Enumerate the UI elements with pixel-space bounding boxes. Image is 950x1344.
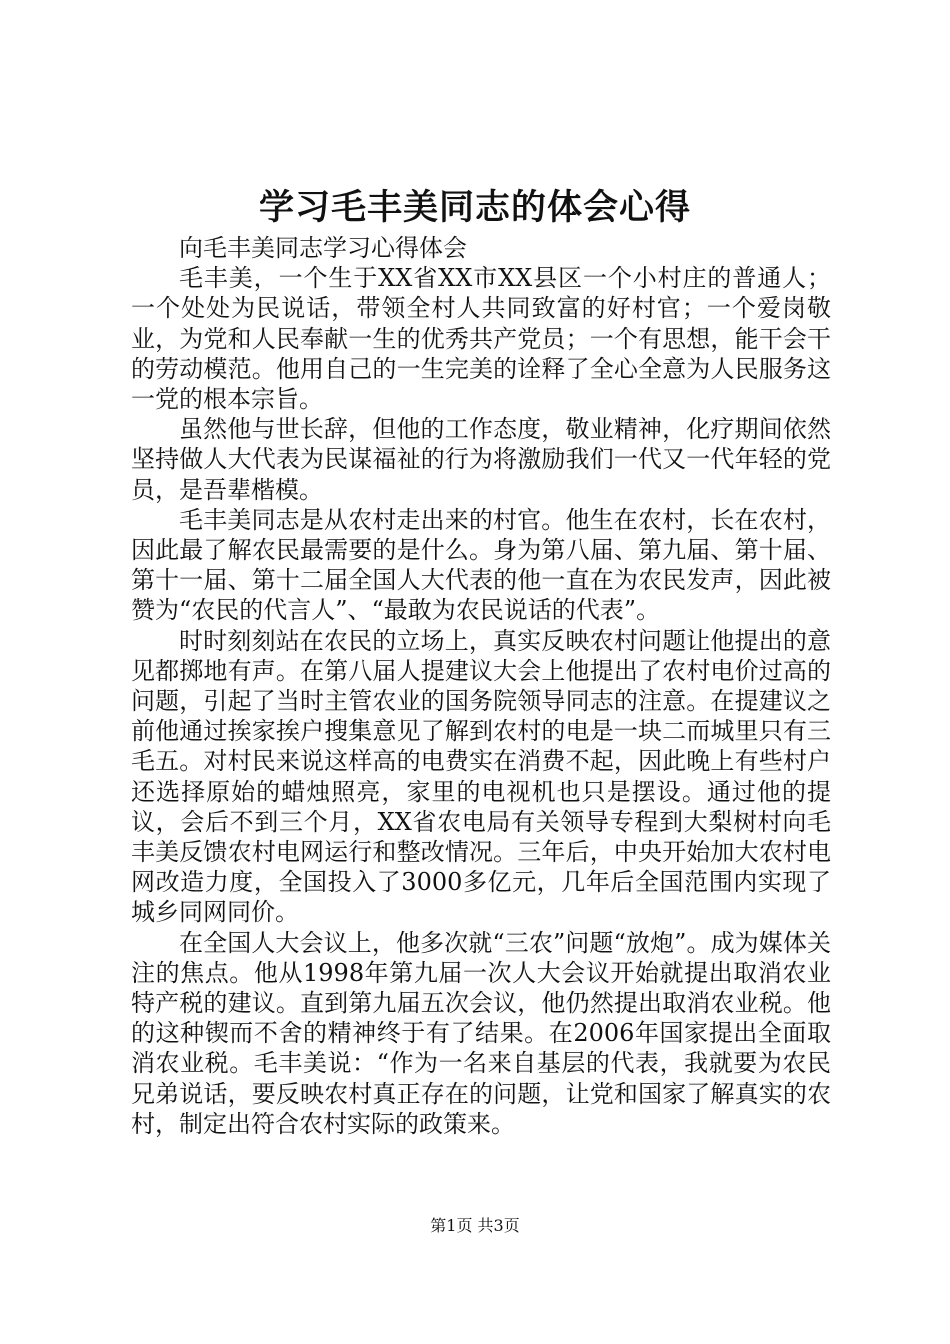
paragraph-subtitle: 向毛丰美同志学习心得体会 [179, 234, 467, 262]
page-number-footer: 第1页 共3页 [430, 1216, 520, 1235]
paragraph: 毛丰美同志是从农村走出来的村官。他生在农村，长在农村，因此最了解农民最需要的是什么。身为第八届、第九届、第十届、第十一届、第十二届全国人大代表的他一直在为农民发声，因此被赞为“农民的代言人”、“最敢为农民说话的代表”。 [131, 505, 831, 625]
document-title: 学习毛丰美同志的体会心得 [258, 187, 691, 228]
paragraph: 毛丰美，一个生于XX省XX市XX县区一个小村庄的普通人；一个处处为民说话，带领全村人共同致富的好村官；一个爱岗敬业，为党和人民奉献一生的优秀共产党员；一个有思想，能干会干的劳动模范。他用自己的一生完美的诠释了全心全意为人民服务这一党的根本宗旨。 [131, 264, 831, 414]
paragraph: 在全国人大会议上，他多次就“三农”问题“放炮”。成为媒体关注的焦点。他从1998年第九届一次人大会议开始就提出取消农业特产税的建议。直到第九届五次会议，他仍然提出取消农业税。他的这种锲而不舍的精神终于有了结果。在2006年国家提出全面取消农业税。毛丰美说：“作为一名来自基层的代表，我就要为农民兄弟说话，要反映农村真正存在的问题，让党和国家了解真实的农村，制定出符合农村实际的政策来。 [131, 928, 831, 1138]
paragraph: 时时刻刻站在农民的立场上，真实反映农村问题让他提出的意见都掷地有声。在第八届人提建议大会上他提出了农村电价过高的问题，引起了当时主管农业的国务院领导同志的注意。在提建议之前他通过挨家挨户搜集意见了解到农村的电是一块二而城里只有三毛五。对村民来说这样高的电费实在消费不起，因此晚上有些村户还选择原始的蜡烛照亮，家里的电视机也只是摆设。通过他的提议，会后不到三个月，XX省农电局有关领导专程到大梨树村向毛丰美反馈农村电网运行和整改情况。三年后，中央开始加大农村电网改造力度，全国投入了3000多亿元，几年后全国范围内实现了城乡同网同价。 [131, 626, 831, 927]
paragraph: 虽然他与世长辞，但他的工作态度，敬业精神，化疗期间依然坚持做人大代表为民谋福祉的行为将激励我们一代又一代年轻的党员，是吾辈楷模。 [131, 415, 831, 504]
document-body [131, 233, 831, 1139]
